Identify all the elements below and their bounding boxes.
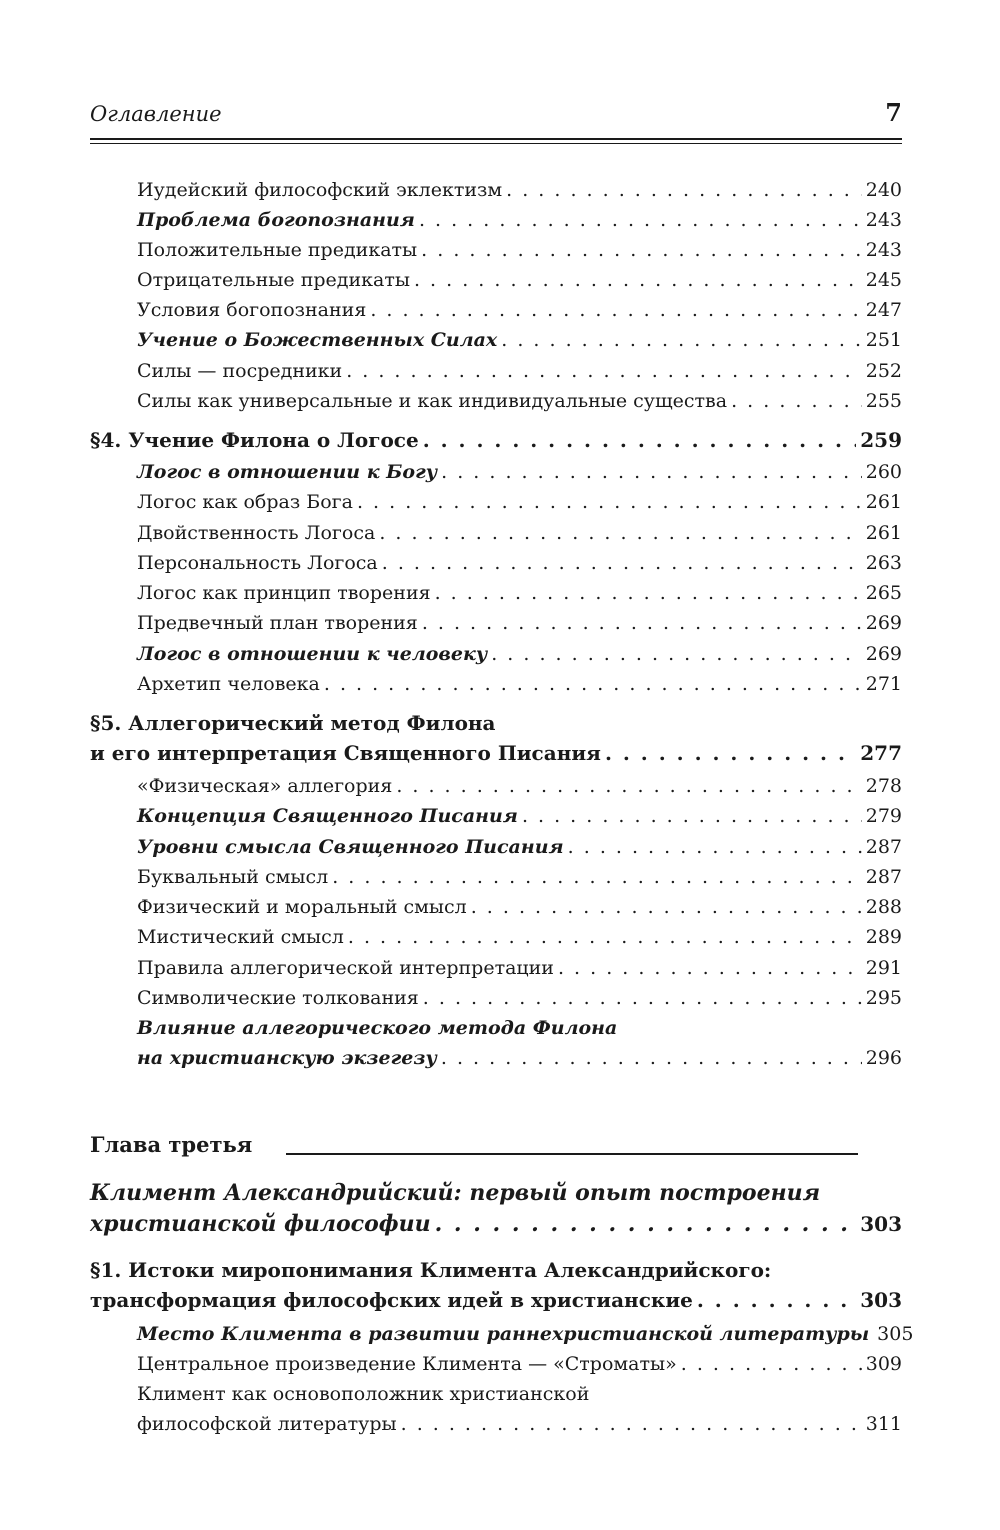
toc-entry[interactable]: Персональность Логоса . . . 263 [137, 551, 902, 575]
toc-entry[interactable]: Архетип человека . . . 271 [137, 672, 902, 696]
toc-entry[interactable]: на христианскую экзегезу . . . 296 [137, 1046, 902, 1070]
toc-section[interactable]: и его интерпретация Священного Писания . . . 277 [90, 741, 902, 765]
chapter-label: Глава третья [90, 1132, 253, 1157]
page-number: 7 [885, 98, 902, 127]
toc-entry[interactable]: Мистический смысл . . . 289 [137, 925, 902, 949]
toc-entry[interactable]: Концепция Священного Писания . . . 279 [137, 804, 902, 828]
chapter-rule [286, 1153, 858, 1155]
toc-entry[interactable]: Место Климента в развитии раннехристианской литературы 305 [137, 1323, 914, 1345]
toc-entry[interactable]: Правила аллегорической интерпретации . . . 291 [137, 956, 902, 980]
toc-entry[interactable]: Положительные предикаты . . . 243 [137, 238, 902, 262]
chapter-title[interactable]: христианской философии . . . 303 [90, 1209, 902, 1239]
toc-entry[interactable]: Условия богопознания . . . 247 [137, 298, 902, 322]
running-header-title: Оглавление [90, 102, 222, 126]
toc-entry[interactable]: Логос в отношении к человеку . . . 269 [137, 642, 902, 666]
toc-entry[interactable]: Буквальный смысл . . . 287 [137, 865, 902, 889]
toc-entry[interactable]: Логос в отношении к Богу . . . 260 [137, 460, 902, 484]
toc-entry[interactable]: Физический и моральный смысл . . . 288 [137, 895, 902, 919]
toc-section[interactable]: трансформация философских идей в христианские . . . 303 [90, 1288, 902, 1312]
toc-entry-line1: Климент как основоположник христианской [137, 1383, 590, 1405]
toc-entry[interactable]: Силы как универсальные и как индивидуальные существа . . . 255 [137, 389, 902, 413]
header-rule-thin [90, 143, 902, 144]
toc-entry-line1: Влияние аллегорического метода Филона [137, 1017, 618, 1039]
toc-entry[interactable]: Учение о Божественных Силах . . . 251 [137, 328, 902, 352]
toc-entry[interactable]: Логос как образ Бога . . . 261 [137, 490, 902, 514]
toc-entry[interactable]: Отрицательные предикаты . . . 245 [137, 268, 902, 292]
toc-entry[interactable]: Логос как принцип творения . . . 265 [137, 581, 902, 605]
toc-entry[interactable]: Иудейский философский эклектизм . . . 240 [137, 178, 902, 202]
toc-entry[interactable]: Символические толкования . . . 295 [137, 986, 902, 1010]
toc-section-line1: §1. Истоки миропонимания Климента Александрийского: [90, 1258, 772, 1282]
toc-entry[interactable]: Двойственность Логоса . . . 261 [137, 521, 902, 545]
toc-entry[interactable]: «Физическая» аллегория . . . 278 [137, 774, 902, 798]
toc-entry[interactable]: Уровни смысла Священного Писания . . . 287 [137, 835, 902, 859]
toc-entry[interactable]: Центральное произведение Климента — «Строматы» . . . 309 [137, 1352, 902, 1376]
toc-entry[interactable]: Предвечный план творения . . . 269 [137, 611, 902, 635]
chapter-title-line1: Климент Александрийский: первый опыт построения [90, 1180, 821, 1206]
running-header [90, 98, 902, 138]
toc-entry[interactable]: Проблема богопознания . . . 243 [137, 208, 902, 232]
toc-entry[interactable]: Силы — посредники . . . 252 [137, 359, 902, 383]
toc-entry[interactable]: философской литературы . . . 311 [137, 1412, 902, 1436]
toc-section-line1: §5. Аллегорический метод Филона [90, 711, 496, 735]
header-rule-thick [90, 138, 902, 140]
toc-section[interactable]: §4. Учение Филона о Логосе . . . 259 [90, 428, 902, 452]
